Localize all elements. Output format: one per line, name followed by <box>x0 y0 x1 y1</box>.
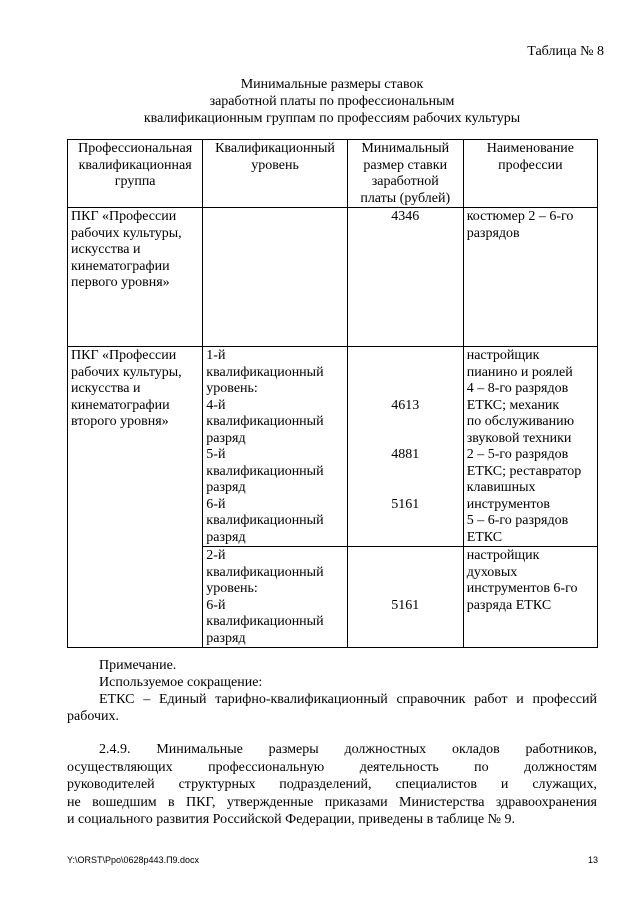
level-cell <box>203 347 347 547</box>
cell-text: ЕТКС <box>466 529 503 545</box>
cell-text: 4613 <box>391 397 420 413</box>
level-cell <box>203 208 347 347</box>
rate-cell <box>347 347 463 547</box>
table-number-label: Таблица № 8 <box>527 44 604 59</box>
cell-text: 6-й <box>206 597 226 613</box>
table-row <box>68 347 598 547</box>
header-text: профессии <box>498 157 563 173</box>
table-row <box>68 208 598 347</box>
paragraph-line: не вошедшим в ПКГ, утвержденные приказами Министерства здравоохранения <box>67 794 597 810</box>
profession-cell <box>463 547 597 648</box>
group-cell <box>68 347 203 648</box>
caption-line: квалификационным группам по профессиям рабочих культуры <box>143 111 521 126</box>
header-profession <box>463 140 597 208</box>
body-paragraph <box>67 741 597 829</box>
cell-text: второго уровня» <box>71 414 169 429</box>
header-text: группа <box>114 174 156 189</box>
header-group <box>68 140 203 208</box>
cell-text: настройщик <box>466 348 540 363</box>
cell-text: кинематографии <box>71 397 170 413</box>
note-text: ЕТКС – Единый тарифно-квалификационный справочник работ и профессий <box>99 692 597 707</box>
cell-text: 1-й <box>206 348 226 363</box>
rate-cell: 4346 <box>347 208 463 347</box>
header-text: размер ставки <box>363 157 448 173</box>
note-title: Примечание. <box>99 658 177 673</box>
wage-rates-table <box>67 139 598 648</box>
cell-text: клавишных <box>466 480 536 495</box>
cell-text: 5161 <box>391 597 420 613</box>
cell-text: кинематографии <box>71 258 170 274</box>
paragraph-line: и социального развития Российской Федерации, приведены в таблице № 9. <box>67 812 515 827</box>
cell-text: 2 – 5-го разрядов <box>466 447 569 462</box>
footer-file-path: Y:\ORST\Ppo\0628p443.П9.docx <box>67 855 200 865</box>
cell-text: инструментов 6-го <box>466 581 578 596</box>
cell-text: разряд <box>206 630 246 646</box>
cell-text: рабочих культуры, <box>71 225 182 241</box>
table-caption <box>67 76 597 127</box>
rate-cell <box>347 547 463 648</box>
cell-text: 6-й <box>206 496 226 512</box>
profession-cell <box>463 347 597 547</box>
cell-text: духовых <box>466 564 518 580</box>
cell-text: искусства и <box>71 381 141 396</box>
header-text: Профессиональная <box>78 141 193 156</box>
page-number: 13 <box>587 855 598 865</box>
header-text: Минимальный <box>361 141 450 156</box>
cell-text: пианино и роялей <box>466 364 573 380</box>
cell-text: настройщик <box>466 548 540 563</box>
cell-text: костюмер 2 – 6-го <box>466 209 574 224</box>
cell-text: уровень: <box>206 381 258 396</box>
header-text: квалификационная <box>78 157 192 173</box>
header-text: уровень <box>251 157 299 173</box>
note-text: рабочих. <box>67 709 120 724</box>
cell-text: разряд <box>206 430 246 446</box>
level-cell <box>203 547 347 648</box>
table-header-row <box>68 140 598 208</box>
cell-text: 4 – 8-го разрядов <box>466 381 569 396</box>
cell-text: рабочих культуры, <box>71 364 182 380</box>
cell-text: ЕТКС; механик <box>466 397 560 413</box>
paragraph-line: руководителей структурных подразделений, специалистов и служащих, <box>67 777 597 792</box>
caption-line: Минимальные размеры ставок <box>240 77 424 92</box>
cell-text: ЕТКС; реставратор <box>466 463 582 479</box>
cell-text: инструментов <box>466 496 550 512</box>
cell-text: квалификационный <box>206 414 324 429</box>
cell-text: 5 – 6-го разрядов <box>466 513 569 528</box>
note-block <box>67 657 597 725</box>
cell-text: 4-й <box>206 397 226 413</box>
cell-text: квалификационный <box>206 564 324 580</box>
header-level <box>203 140 347 208</box>
cell-text: квалификационный <box>206 364 324 380</box>
cell-text: уровень: <box>206 581 258 596</box>
cell-text: по обслуживанию <box>466 414 575 429</box>
cell-text: разряд <box>206 480 246 495</box>
cell-text: квалификационный <box>206 614 324 629</box>
header-rate <box>347 140 463 208</box>
cell-text: 2-й <box>206 548 226 563</box>
header-text: Квалификационный <box>215 141 335 156</box>
cell-text: ПКГ «Профессии <box>71 209 177 224</box>
cell-text: искусства и <box>71 242 141 257</box>
cell-text: первого уровня» <box>71 275 170 290</box>
group-cell <box>68 208 203 347</box>
header-text: платы (рублей) <box>360 190 451 206</box>
cell-text: 5161 <box>391 496 420 512</box>
cell-text: 4881 <box>391 447 420 462</box>
cell-text: ПКГ «Профессии <box>71 348 177 363</box>
cell-text: разряд <box>206 529 246 545</box>
header-text: Наименование <box>486 141 574 156</box>
note-text: Используемое сокращение: <box>99 675 263 690</box>
cell-text: 5-й <box>206 447 226 462</box>
cell-text: квалификационный <box>206 463 324 479</box>
cell-text: звуковой техники <box>466 430 572 446</box>
header-text: заработной <box>371 174 439 189</box>
profession-cell <box>463 208 597 347</box>
cell-text: квалификационный <box>206 513 324 528</box>
paragraph-line: осуществляющих профессиональную деятельность по должностям <box>67 759 597 775</box>
paragraph-line: 2.4.9. Минимальные размеры должностных окладов работников, <box>99 742 597 757</box>
caption-line: заработной платы по профессиональным <box>209 94 455 109</box>
cell-text: разрядов <box>466 225 520 241</box>
cell-text: разряда ЕТКС <box>466 597 552 613</box>
